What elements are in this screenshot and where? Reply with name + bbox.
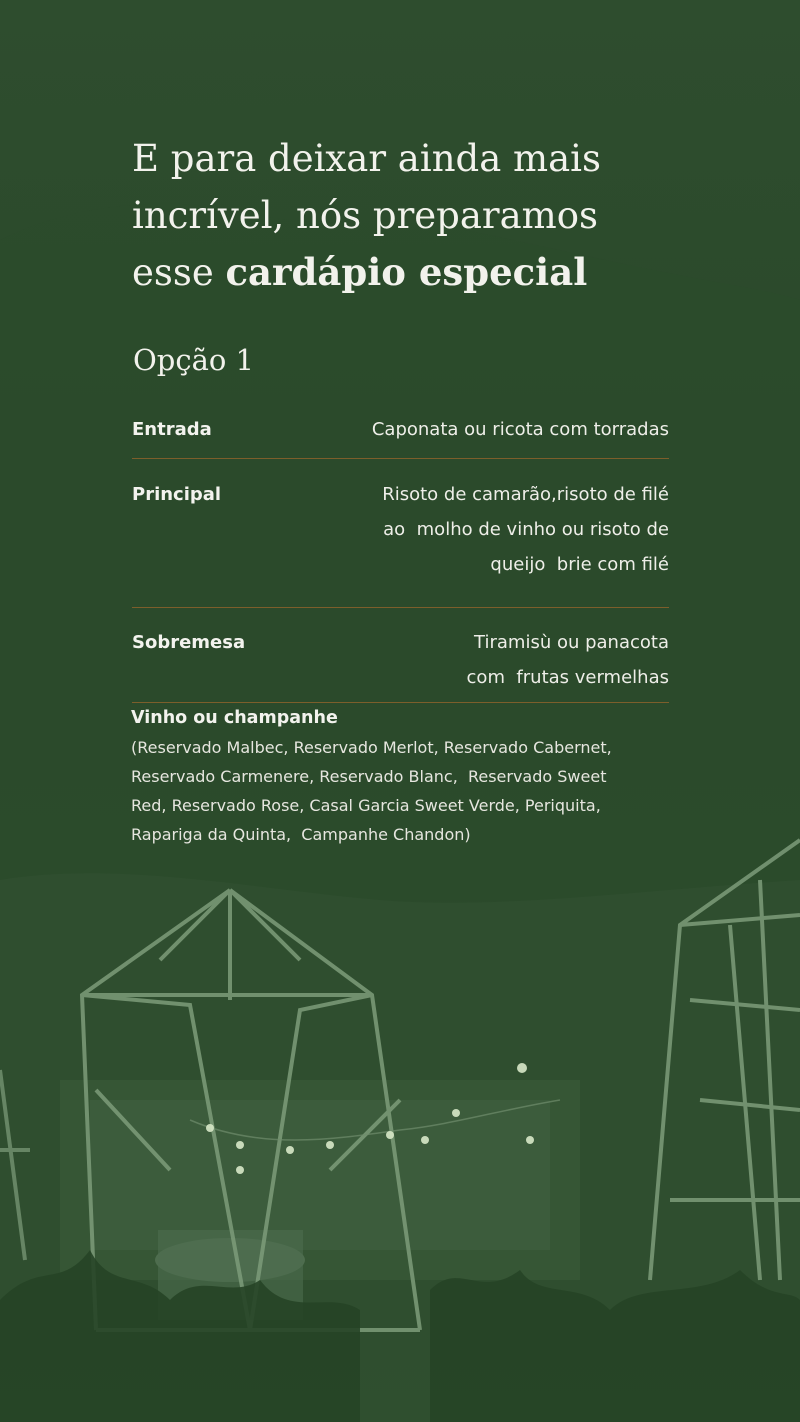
headline-line-1: E para deixar ainda mais	[132, 137, 602, 180]
menu-row-items	[372, 412, 669, 447]
menu-item-line: Risoto de camarão,risoto de filé	[382, 484, 669, 505]
menu-item-line: com frutas vermelhas	[466, 667, 669, 688]
wine-section	[131, 703, 691, 849]
wine-list-line: Red, Reservado Rose, Casal Garcia Sweet Verde, Periquita,	[131, 796, 601, 815]
wine-list-line: Reservado Carmenere, Reservado Blanc, Reservado Sweet	[131, 767, 607, 786]
menu-row-principal	[132, 459, 669, 608]
wine-list-line: Rapariga da Quinta, Campanhe Chandon)	[131, 825, 471, 844]
menu-item-line: Tiramisù ou panacota	[474, 632, 669, 653]
wine-list	[131, 733, 691, 849]
headline-line-3-regular: esse	[132, 251, 226, 294]
menu-item-line: ao molho de vinho ou risoto de	[383, 519, 669, 540]
wine-list-line: (Reservado Malbec, Reservado Merlot, Reservado Cabernet,	[131, 738, 612, 757]
menu-row-label: Sobremesa	[132, 632, 246, 653]
headline-line-3-bold: cardápio especial	[225, 250, 588, 294]
menu-row-sobremesa	[132, 608, 669, 703]
wine-title: Vinho ou champanhe	[131, 708, 338, 728]
menu-item-line: Caponata ou ricota com torradas	[371, 419, 669, 440]
menu-table	[132, 412, 669, 703]
menu-row-entrada	[132, 412, 669, 459]
menu-row-label: Entrada	[132, 419, 212, 440]
menu-row-items	[467, 625, 669, 695]
page-headline	[132, 130, 692, 301]
option-title: Opção 1	[133, 343, 254, 377]
menu-row-items	[382, 477, 669, 582]
menu-row-label: Principal	[132, 484, 222, 505]
headline-line-2: incrível, nós preparamos	[132, 194, 599, 237]
menu-item-line: queijo brie com filé	[490, 554, 669, 575]
